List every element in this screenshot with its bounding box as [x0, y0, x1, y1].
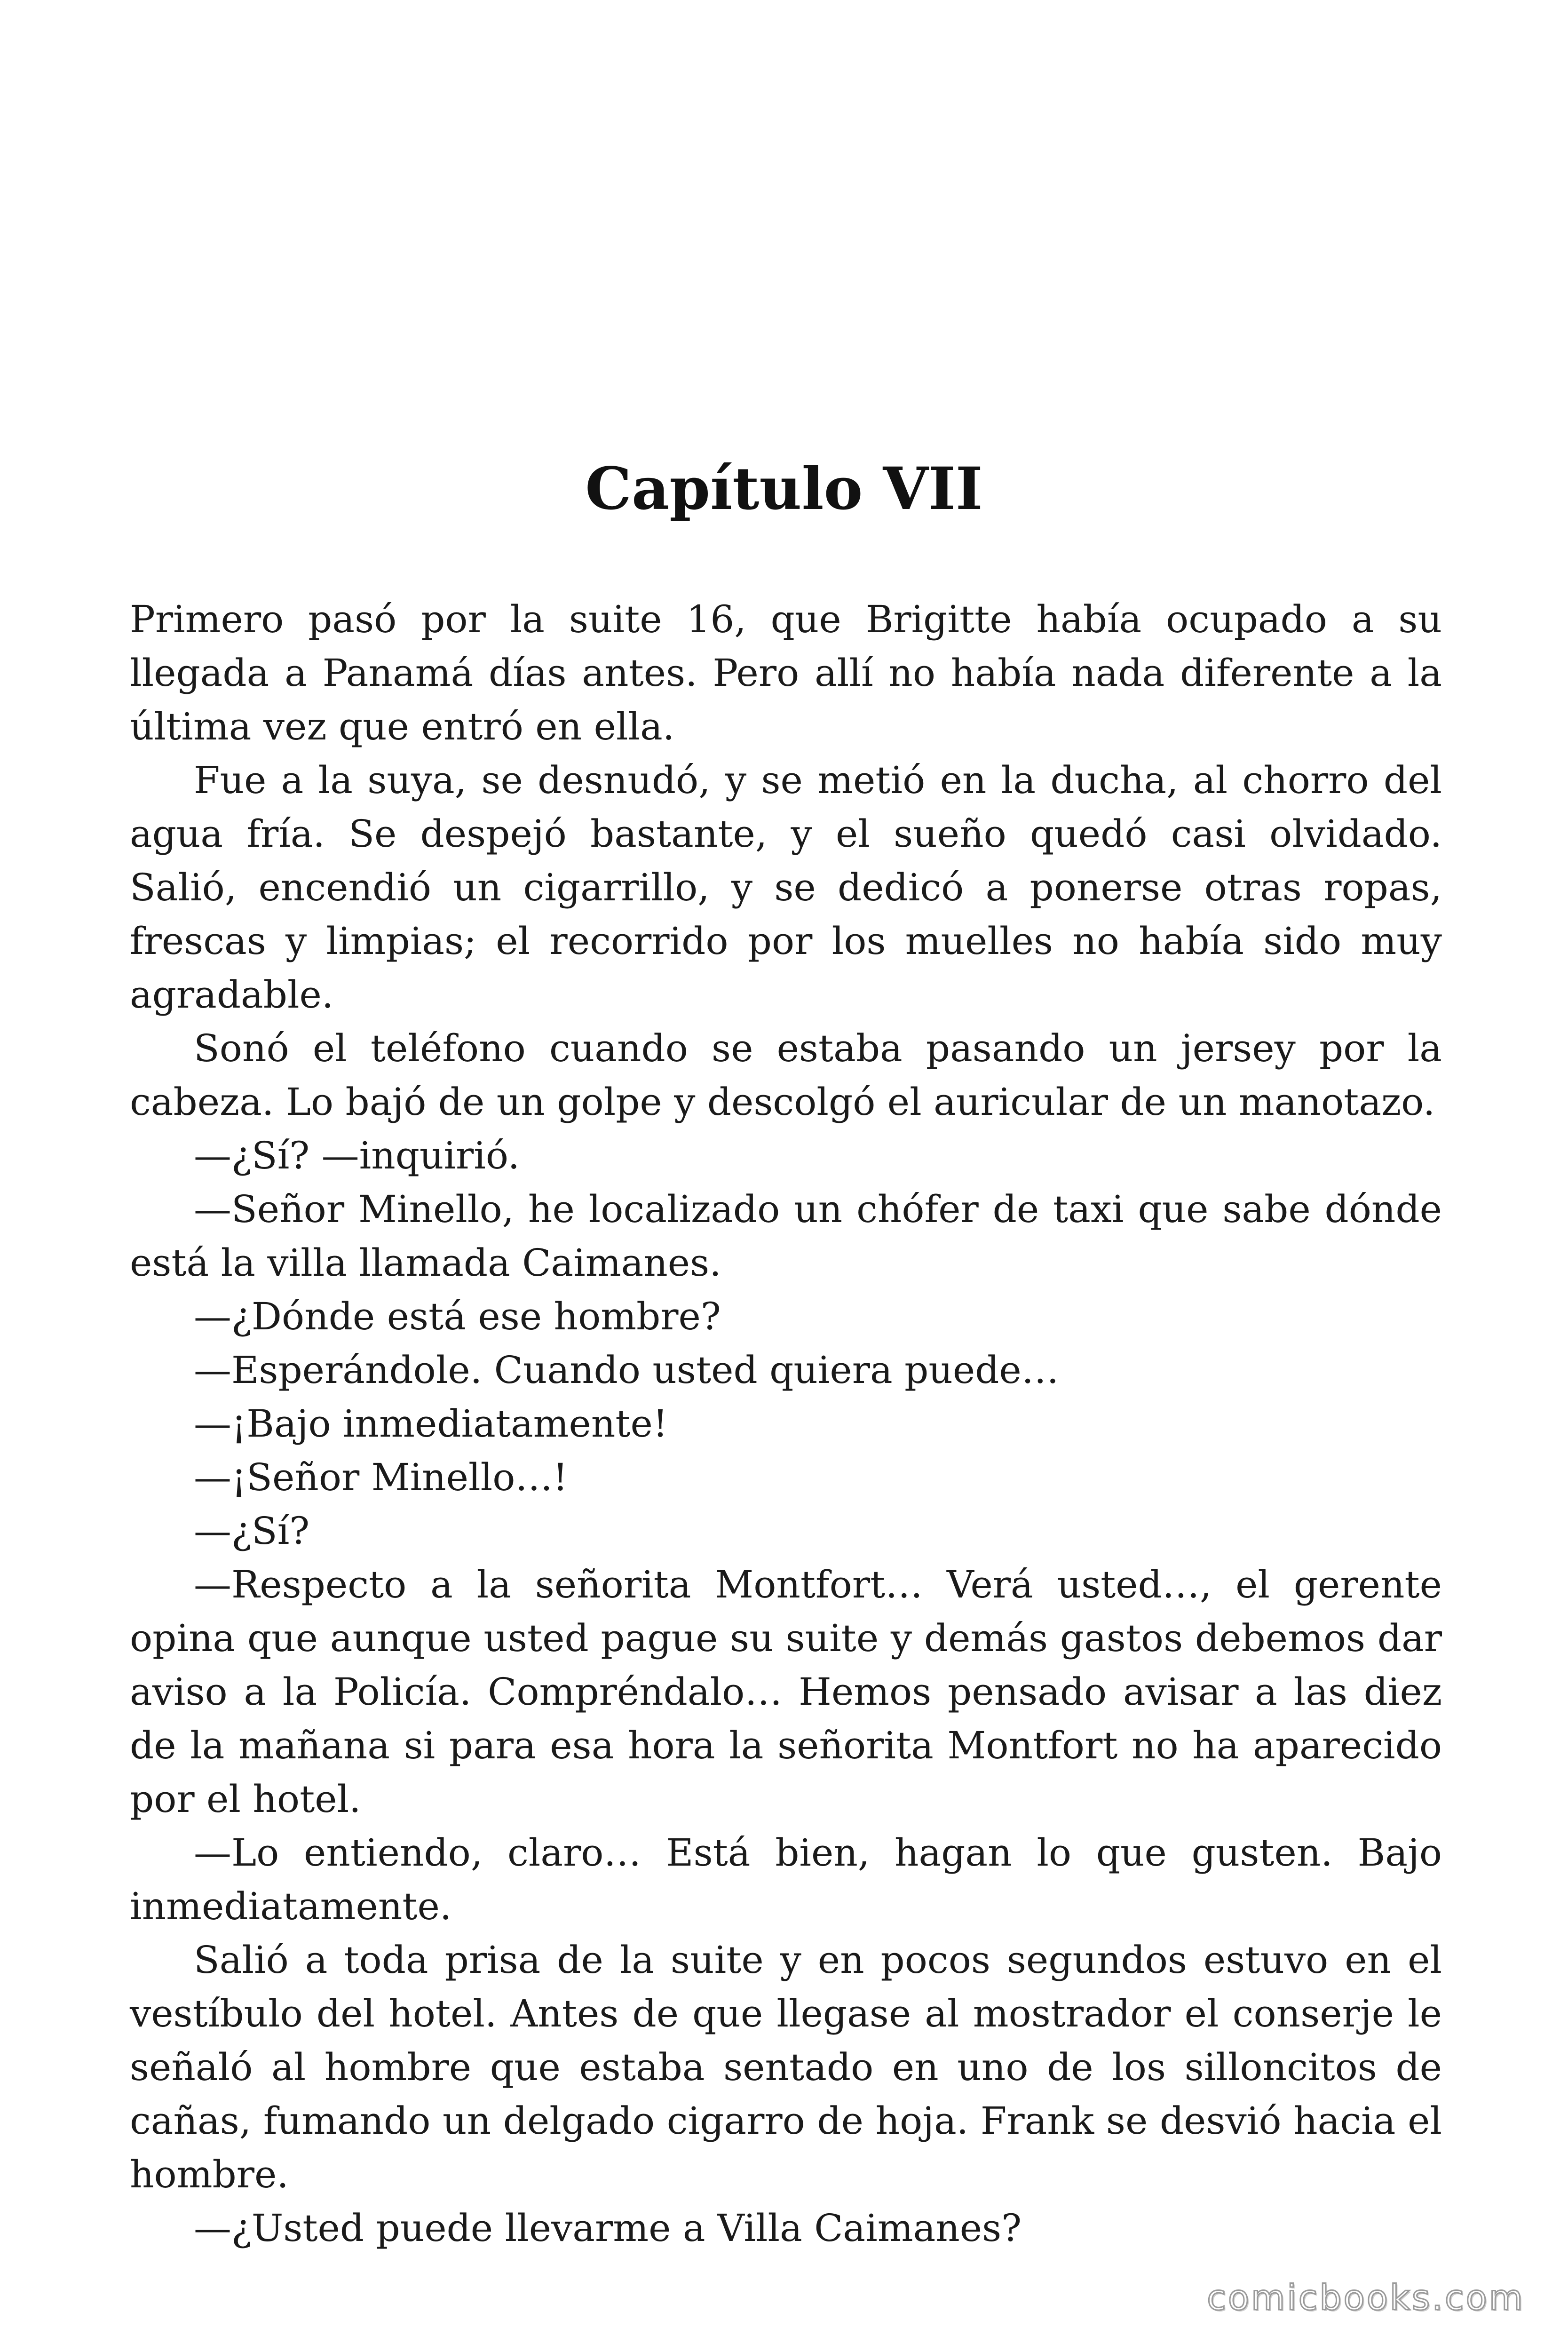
- paragraph: Sonó el teléfono cuando se estaba pasando un jersey por la cabeza. Lo bajó de un golpe y descolgó el auricular de un manotazo.: [130, 1026, 1442, 1124]
- dialogue-line: —¿Sí?: [194, 1509, 310, 1553]
- dialogue-line: —¡Señor Minello…!: [194, 1455, 568, 1499]
- paragraph: Primero pasó por la suite 16, que Brigitte había ocupado a su llegada a Panamá días antes. Pero allí no había nada diferente a la última vez que entró en ella.: [130, 597, 1442, 748]
- dialogue-line: —¿Sí? —inquirió.: [194, 1134, 520, 1177]
- site-watermark: comicbooks.com: [1207, 2278, 1525, 2318]
- dialogue-line: —Esperándole. Cuando usted quiera puede…: [194, 1348, 1059, 1392]
- dialogue-line: —¡Bajo inmediatamente!: [194, 1402, 668, 1446]
- dialogue-line: —Señor Minello, he localizado un chófer de taxi que sabe dónde está la villa llamada Caimanes.: [130, 1187, 1442, 1285]
- dialogue-line: —Lo entiendo, claro… Está bien, hagan lo que gusten. Bajo inmediatamente.: [130, 1831, 1442, 1928]
- dialogue-line: —¿Usted puede llevarme a Villa Caimanes?: [194, 2206, 1022, 2250]
- chapter-title: Capítulo VII: [585, 455, 983, 523]
- paragraph: Salió a toda prisa de la suite y en pocos segundos estuvo en el vestíbulo del hotel. Antes de que llegase al mostrador el conserje le señaló al hombre que estaba sentado en uno de los silloncitos de cañas, fumando un delgado cigarro de hoja. Frank se desvió hacia el hombre.: [130, 1938, 1442, 2196]
- dialogue-line: —¿Dónde está ese hombre?: [194, 1295, 721, 1338]
- paragraph: Fue a la suya, se desnudó, y se metió en la ducha, al chorro del agua fría. Se despejó bastante, y el sueño quedó casi olvidado. Salió, encendió un cigarrillo, y se dedicó a ponerse otras ropas, frescas y limpias; el recorrido por los muelles no había sido muy agradable.: [130, 758, 1442, 1017]
- dialogue-line: —Respecto a la señorita Montfort… Verá usted…, el gerente opina que aunque usted pague su suite y demás gastos debemos dar aviso a la Policía. Compréndalo… Hemos pensado avisar a las diez de la mañana si para esa hora la señorita Montfort no ha aparecido por el hotel.: [130, 1563, 1442, 1821]
- chapter-body: [130, 593, 1442, 2255]
